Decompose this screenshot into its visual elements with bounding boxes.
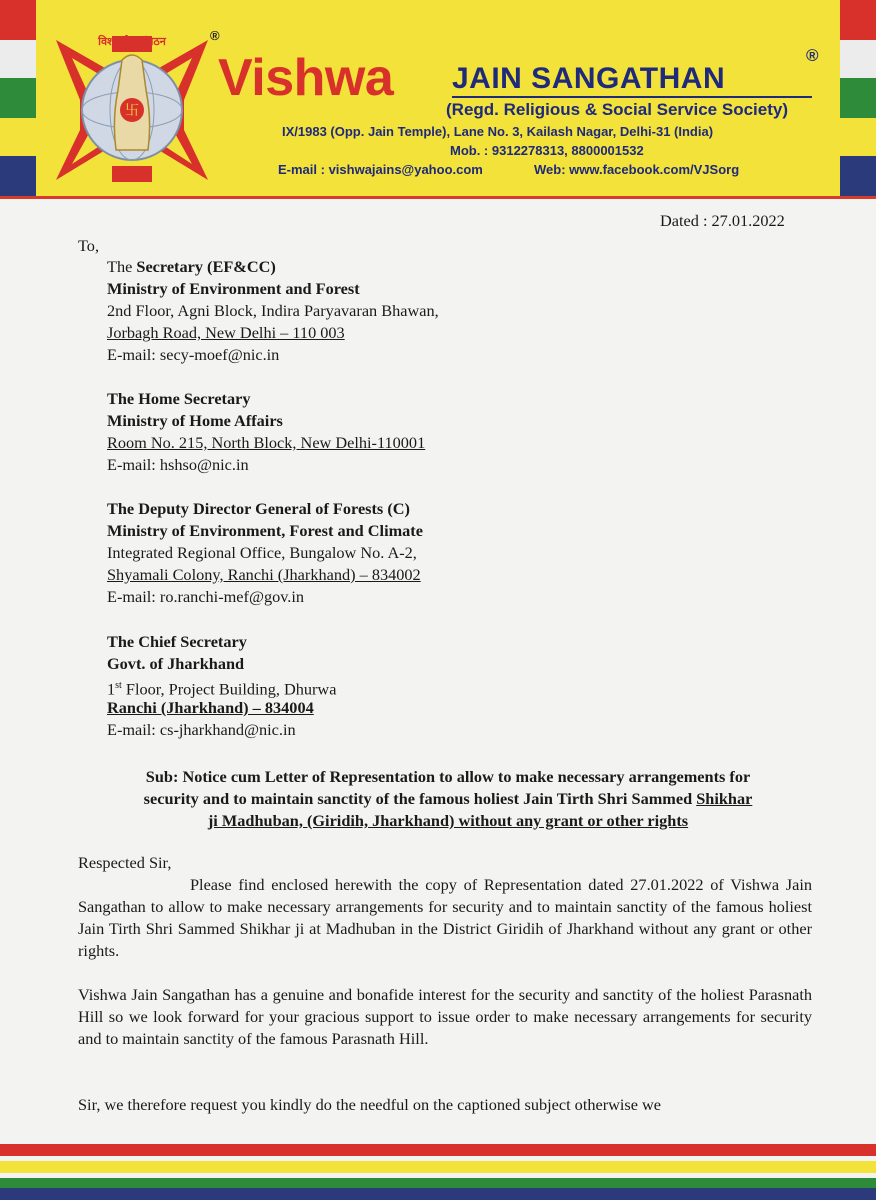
recipient-2-title: The Home Secretary [107,389,251,408]
recipient-4-city: Ranchi (Jharkhand) – 834004 [107,698,314,717]
registered-mark-small: ® [210,28,220,43]
letterhead-divider [0,196,876,199]
org-website: Web: www.facebook.com/VJSorg [534,162,740,177]
logo-arc-text: विश्व जैन संगठन [98,35,166,48]
salutation: Respected Sir, [78,853,172,872]
recipient-4-department: Govt. of Jharkhand [107,654,245,673]
subject-line-1: Sub: Notice cum Letter of Representation to allow to make necessary arrangements for [145,767,751,786]
footer-stripes [0,1140,876,1200]
right-tricolor-band [840,0,876,196]
letter-date: Dated : 27.01.2022 [660,211,785,230]
recipient-4-title: The Chief Secretary [107,632,247,651]
letterhead [0,0,876,205]
recipient-1-address: 2nd Floor, Agni Block, Indira Paryavaran Bhawan, [107,301,439,320]
recipient-2-ministry: Ministry of Home Affairs [107,411,283,430]
recipient-4-email: E-mail: cs-jharkhand@nic.in [107,720,296,739]
recipient-3-title: The Deputy Director General of Forests (C) [107,499,410,518]
subject-line-2: security and to maintain sanctity of the famous holiest Jain Tirth Shri Sammed Shikhar [143,789,753,808]
recipient-1-ministry: Ministry of Environment and Forest [107,279,360,298]
recipient-1-city: Jorbagh Road, New Delhi – 110 003 [107,323,345,342]
recipient-3-address: Integrated Regional Office, Bungalow No. A-2, [107,543,417,562]
letter-subject [78,766,818,832]
brand-subtitle: (Regd. Religious & Social Service Society) [446,100,788,119]
paragraph-2: Vishwa Jain Sangathan has a genuine and bonafide interest for the security and sanctity of the holiest Parasnath Hill so we look forward for your gracious support to issue order to make necessary arrangements for security and to maintain sanctity of the famous Parasnath Hill. [78,985,812,1048]
brand-name-vishwa: Vishwa [218,49,394,107]
org-mobile: Mob. : 9312278313, 8800001532 [450,143,644,158]
paragraph-1: Please find enclosed herewith the copy of Representation dated 27.01.2022 of Vishwa Jain Sangathan to allow to make necessary arrangements for security and to maintain sanctity of the famous holiest Jain Tirth Shri Sammed Shikhar ji at Madhuban in the District Giridih of Jharkhand without any grant or other rights. [78,875,812,960]
recipient-4-address: 1st Floor, Project Building, Dhurwa [107,679,337,699]
svg-text:卐: 卐 [125,103,139,119]
recipient-1-email: E-mail: secy-moef@nic.in [107,345,280,364]
brand-underline [452,96,812,98]
recipient-1-title: The Secretary (EF&CC) [107,257,276,276]
recipient-2-address: Room No. 215, North Block, New Delhi-110001 [107,433,426,452]
to-label: To, [78,236,100,255]
subject-line-3: ji Madhuban, (Giridih, Jharkhand) without any grant or other rights [207,811,689,830]
org-address: IX/1983 (Opp. Jain Temple), Lane No. 3, Kailash Nagar, Delhi-31 (India) [282,124,714,139]
paragraph-3: Sir, we therefore request you kindly do the needful on the captioned subject otherwise we [78,1095,662,1114]
org-email: E-mail : vishwajains@yahoo.com [278,162,483,177]
registered-mark: ® [806,46,819,65]
organization-logo [52,30,212,188]
recipient-3-city: Shyamali Colony, Ranchi (Jharkhand) – 834002 [107,565,421,584]
recipient-2-email: E-mail: hshso@nic.in [107,455,249,474]
left-tricolor-band [0,0,36,196]
recipient-3-email: E-mail: ro.ranchi-mef@gov.in [107,587,305,606]
brand-name-jain-sangathan: JAIN SANGATHAN [452,62,726,95]
recipient-3-ministry: Ministry of Environment, Forest and Climate [107,521,423,540]
